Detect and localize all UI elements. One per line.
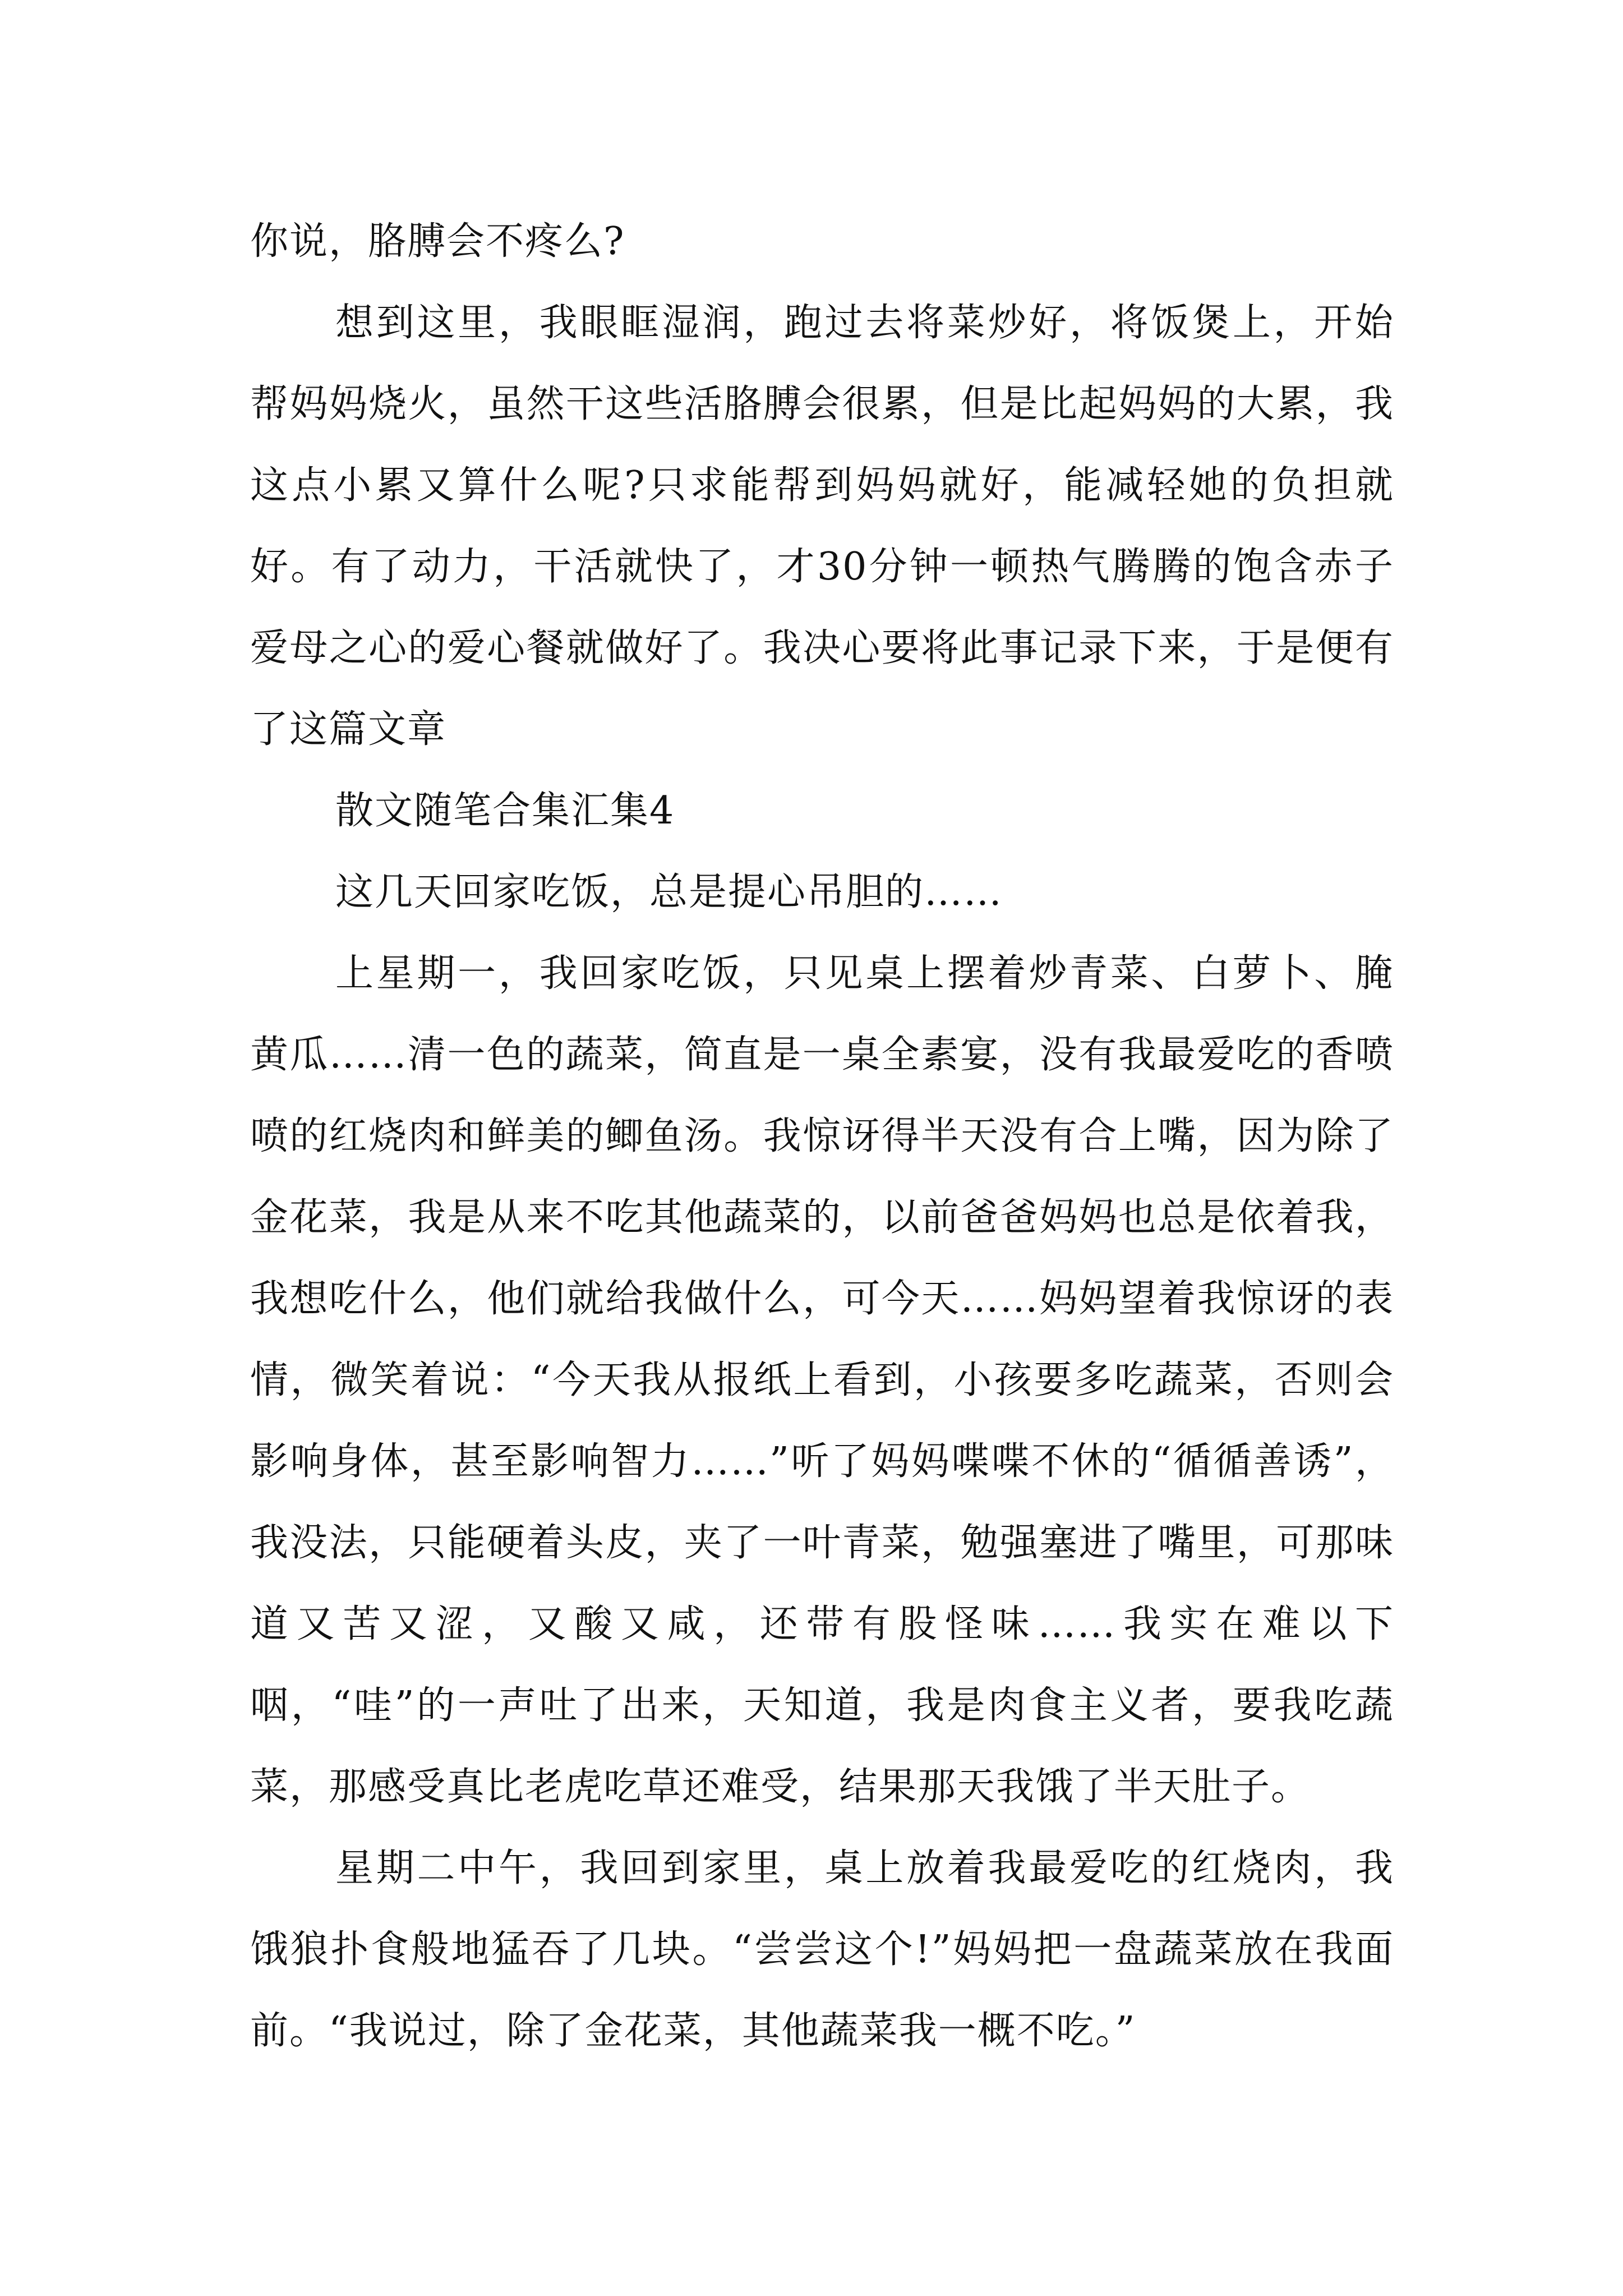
paragraph-1: 你说，胳膊会不疼么? — [250, 219, 625, 264]
paragraph-2: 想到这里，我眼眶湿润，跑过去将菜炒好，将饭煲上，开始帮妈妈烧火，虽然干这些活胳膊会很累，但是比起妈妈的大累，我这点小累又算什么呢?只求能帮到妈妈就好，能减轻她的负担就好。有了动力，干活就快了，才30分钟一顿热气腾腾的饱含赤子爱母之心的爱心餐就做好了。我决心要将此事记录下来，于是便有了这篇文章 — [250, 301, 1394, 752]
paragraph-3: 这几天回家吃饭，总是提心吊胆的…… — [335, 870, 1003, 914]
section-heading: 散文随笔合集汇集4 — [335, 789, 675, 833]
document-body — [250, 201, 1394, 2072]
paragraph-4: 上星期一，我回家吃饭，只见桌上摆着炒青菜、白萝卜、腌黄瓜……清一色的蔬菜，简直是一桌全素宴，没有我最爱吃的香喷喷的红烧肉和鲜美的鲫鱼汤。我惊讶得半天没有合上嘴，因为除了金花菜，我是从来不吃其他蔬菜的，以前爸爸妈妈也总是依着我，我想吃什么，他们就给我做什么，可今天……妈妈望着我惊讶的表情，微笑着说：“今天我从报纸上看到，小孩要多吃蔬菜，否则会影响身体，甚至影响智力……”听了妈妈喋喋不休的“循循善诱”，我没法，只能硬着头皮，夹了一叶青菜，勉强塞进了嘴里，可那味道又苦又涩，又酸又咸，还带有股怪味……我实在难以下咽，“哇”的一声吐了出来，天知道，我是肉食主义者，要我吃蔬菜，那感受真比老虎吃草还难受，结果那天我饿了半天肚子。 — [250, 951, 1394, 1809]
paragraph-5: 星期二中午，我回到家里，桌上放着我最爱吃的红烧肉，我饿狼扑食般地猛吞了几块。“尝尝这个!”妈妈把一盘蔬菜放在我面前。“我说过，除了金花菜，其他蔬菜我一概不吃。” — [250, 1846, 1394, 2053]
